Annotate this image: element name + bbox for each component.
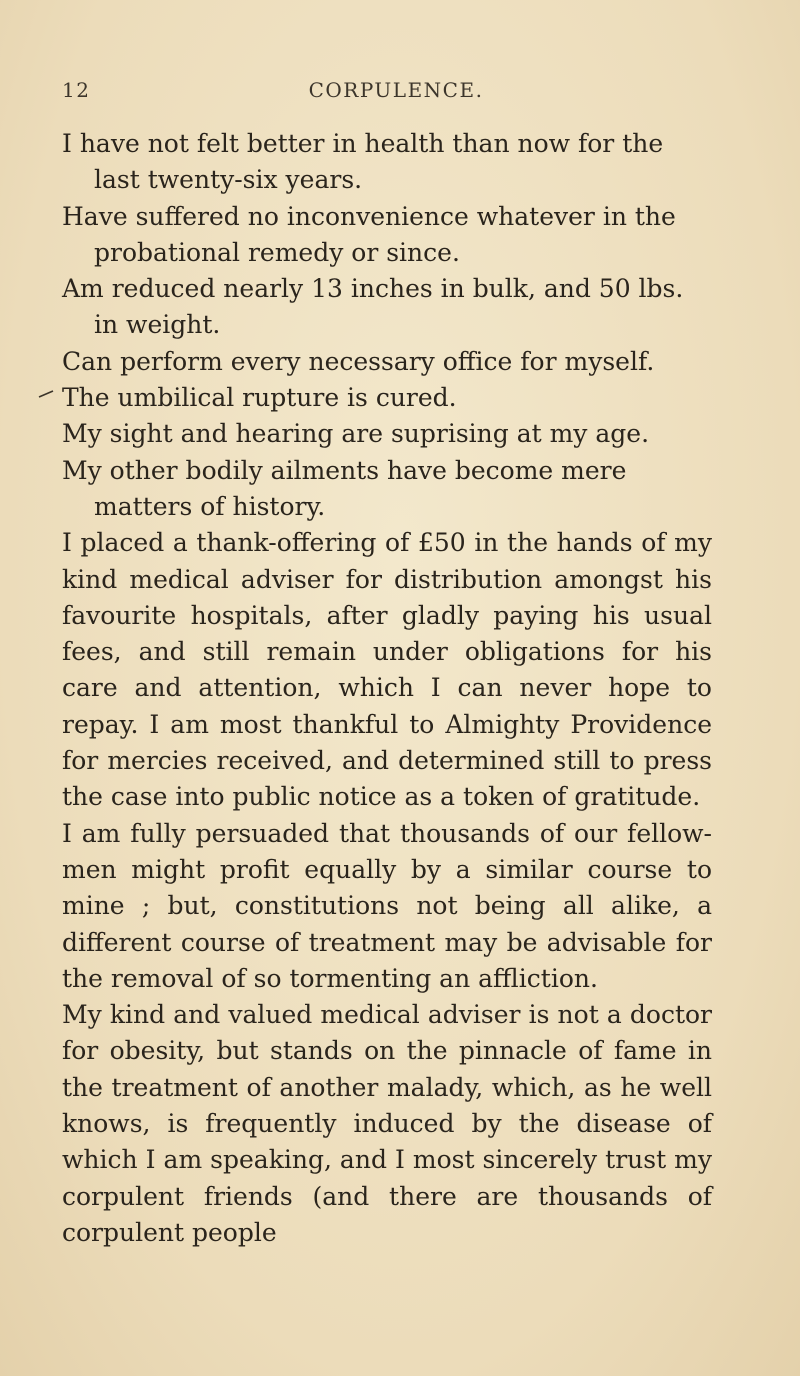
paragraph: I am fully persuaded that thousands of our fellow-men might profit equally by a similar course to mine ; but, constitutions not being all alike, a different course of treatment may be advisable for the removal of so tormenting an affliction. [62, 818, 712, 993]
list-item: My other bodily ailments have become mere matters of history. [62, 455, 627, 521]
paragraph: I placed a thank-offering of £50 in the hands of my kind medical adviser for distribution amongst his favourite hospitals, after gladly paying his usual fees, and still remain under obligations for his care and attention, which I can never hope to repay. I am most thankful to Almighty Providence for mercies received, and determined still to press the case into public notice as a token of gratitude. [62, 528, 712, 812]
paragraph: My kind and valued medical adviser is not a doctor for obesity, but stands on the pinnacle of fame in the treatment of another malady, which, as he well knows, is frequently induced by the disease of which I am speaking, and I most sincerely trust my corpulent friends (and there are thousands of corpulent people [62, 1000, 712, 1247]
body-text [62, 126, 712, 1251]
page-title: CORPULENCE. [308, 78, 484, 102]
list-item: Have suffered no inconvenience whatever in the probational remedy or since. [62, 201, 676, 267]
list-item: Can perform every necessary office for myself. [62, 346, 655, 376]
ink-mark-icon [38, 386, 54, 392]
list-item: I have not felt better in health than now for the last twenty-six years. [62, 129, 664, 195]
page-number: 12 [62, 78, 91, 102]
list-item: Am reduced nearly 13 inches in bulk, and 50 lbs. in weight. [62, 274, 684, 340]
list-item: The umbilical rupture is cured. [62, 383, 457, 413]
list-item: My sight and hearing are suprising at my age. [62, 419, 650, 449]
running-head [62, 78, 730, 108]
